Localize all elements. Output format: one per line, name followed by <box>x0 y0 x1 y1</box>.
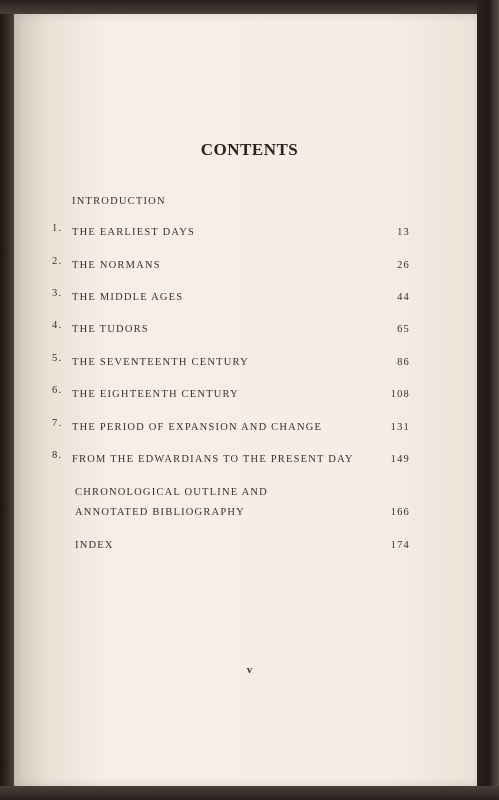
toc-entry-introduction <box>0 192 499 212</box>
toc-label: THE EARLIEST DAYS <box>72 227 196 238</box>
toc-page: 13 <box>397 227 410 238</box>
toc-label: THE EIGHTEENTH CENTURY <box>72 389 239 400</box>
toc-entry-index <box>0 536 499 556</box>
toc-label <box>75 483 355 523</box>
toc-entry-1 <box>0 223 499 243</box>
toc-page: 166 <box>390 507 410 518</box>
page-title: CONTENTS <box>200 140 299 159</box>
toc-label-text: CHRONOLOGICAL OUTLINE AND ANNOTATED BIBLIOGRAPHY <box>75 487 268 518</box>
toc-entry-5 <box>0 353 499 373</box>
toc-label: THE NORMANS <box>72 260 161 271</box>
toc-number: 1. <box>52 223 63 234</box>
toc-entry-2 <box>0 256 499 276</box>
toc-page: 174 <box>390 540 410 551</box>
toc-label: THE MIDDLE AGES <box>72 292 184 303</box>
toc-entry-chronological-outline <box>0 483 499 525</box>
toc-label: INTRODUCTION <box>72 196 166 207</box>
toc-entry-7 <box>0 418 499 438</box>
toc-entry-8 <box>0 450 499 470</box>
toc-entry-3 <box>0 288 499 308</box>
toc-label: THE PERIOD OF EXPANSION AND CHANGE <box>72 422 323 433</box>
toc-number: 3. <box>52 288 63 299</box>
toc-label: INDEX <box>75 540 114 551</box>
toc-number: 4. <box>52 320 63 331</box>
toc-label: THE TUDORS <box>72 324 149 335</box>
toc-number: 6. <box>52 385 63 396</box>
toc-page: 108 <box>390 389 410 400</box>
toc-page: 149 <box>390 454 410 465</box>
toc-number: 7. <box>52 418 63 429</box>
page-folio: v <box>246 664 253 676</box>
toc-entry-4 <box>0 320 499 340</box>
toc-page: 86 <box>397 357 410 368</box>
toc-label: FROM THE EDWARDIANS TO THE PRESENT DAY <box>72 454 354 465</box>
toc-entry-6 <box>0 385 499 405</box>
toc-label: THE SEVENTEENTH CENTURY <box>72 357 249 368</box>
toc-page: 65 <box>397 324 410 335</box>
toc-number: 8. <box>52 450 63 461</box>
toc-number: 2. <box>52 256 63 267</box>
toc-page: 131 <box>390 422 410 433</box>
toc-number: 5. <box>52 353 63 364</box>
toc-page: 44 <box>397 292 410 303</box>
toc-page: 26 <box>397 260 410 271</box>
